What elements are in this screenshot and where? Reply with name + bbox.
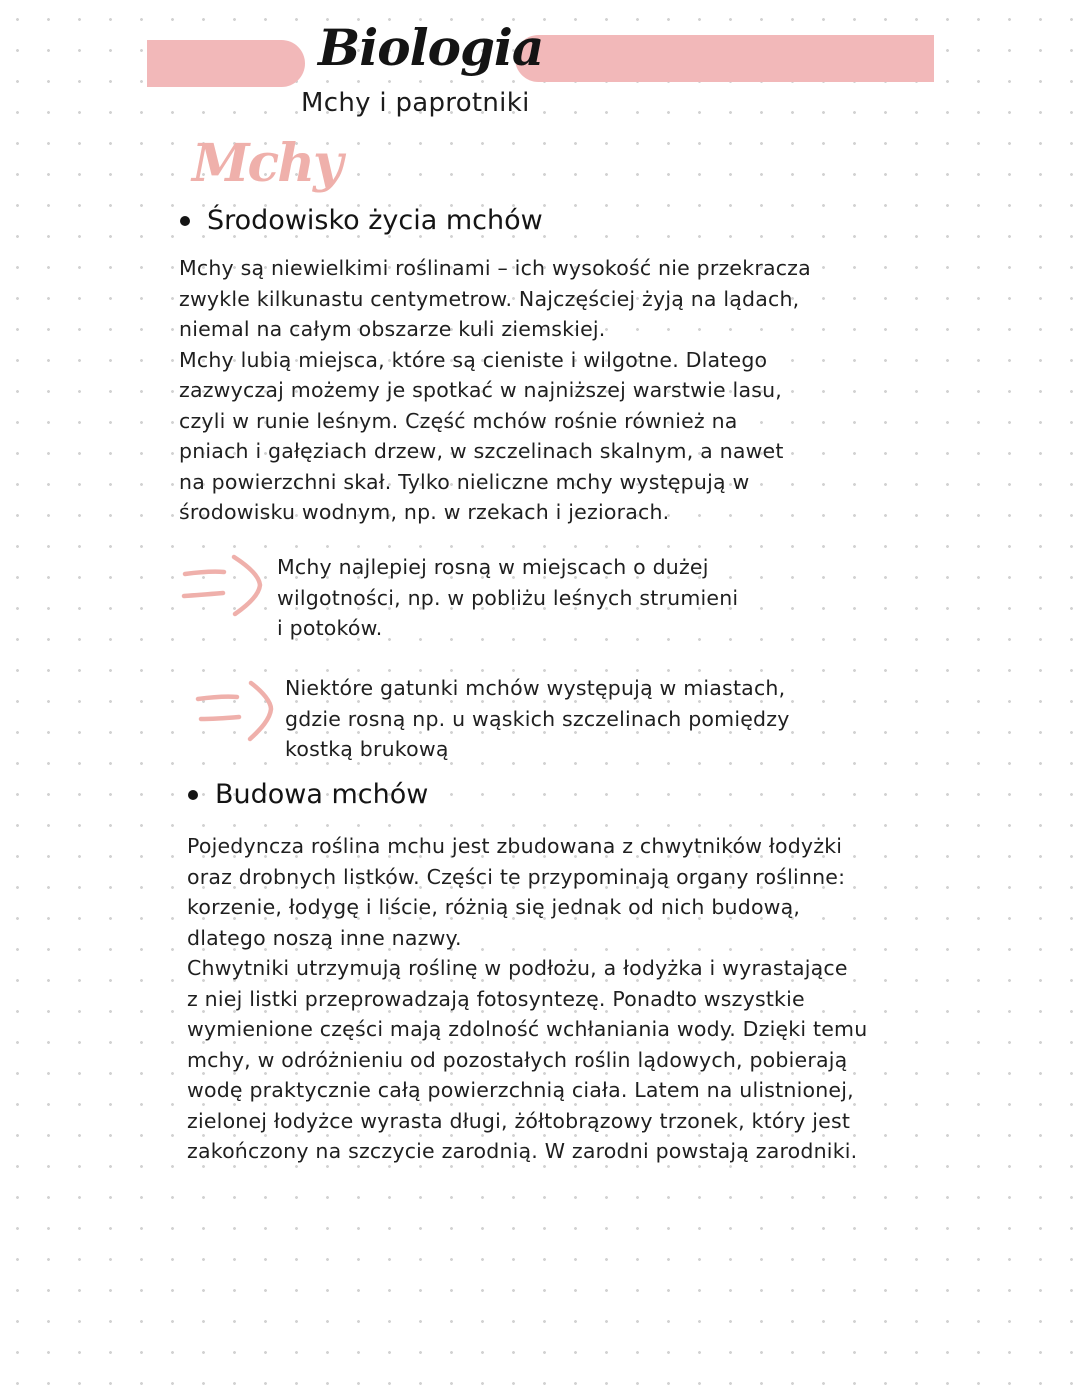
implies-arrow-icon bbox=[180, 552, 266, 618]
paragraph-line: korzenie, łodygę i liście, różnią się jednak od nich budową, bbox=[187, 895, 801, 919]
note-line: wilgotności, np. w pobliżu leśnych strumieni bbox=[277, 585, 739, 610]
paragraph-line: Mchy lubią miejsca, które są cieniste i wilgotne. Dlatego bbox=[179, 347, 768, 372]
structure-heading-text: Budowa mchów bbox=[215, 779, 429, 810]
paragraph-line: Pojedyncza roślina mchu jest zbudowana z chwytników łodyżki bbox=[187, 834, 843, 858]
header-band-right bbox=[515, 35, 934, 82]
header-band-left bbox=[147, 40, 305, 87]
habitat-heading bbox=[180, 205, 543, 236]
paragraph-line: oraz drobnych listków. Części te przypominają organy roślinne: bbox=[187, 864, 846, 889]
paragraph-line: wymienione części mają zdolność wchłaniania wody. Dzięki temu bbox=[187, 1017, 868, 1041]
paragraph-line: Chwytniki utrzymują roślinę w podłożu, a łodyżka i wyrastające bbox=[187, 956, 848, 980]
paragraph-line: zazwyczaj możemy je spotkać w najniższej warstwie lasu, bbox=[179, 378, 783, 402]
note-line: kostką brukową bbox=[285, 737, 449, 761]
structure-paragraph bbox=[187, 831, 867, 1167]
paragraph-line: mchy, w odróżnieniu od pozostałych roślin lądowych, pobierają bbox=[187, 1047, 848, 1072]
paragraph-line: dlatego noszą inne nazwy. bbox=[187, 925, 462, 950]
paragraph-line: niemal na całym obszarze kuli ziemskiej. bbox=[179, 317, 606, 341]
bullet-icon bbox=[180, 216, 190, 226]
habitat-paragraph bbox=[179, 253, 811, 528]
note-line: gdzie rosną np. u wąskich szczelinach pomiędzy bbox=[285, 706, 790, 731]
paragraph-line: zielonej łodyżce wyrasta długi, żółtobrązowy trzonek, który jest bbox=[187, 1108, 851, 1133]
implies-arrow-icon bbox=[193, 677, 279, 743]
note-line: i potoków. bbox=[277, 616, 383, 640]
section-title: Mchy bbox=[192, 133, 342, 194]
paragraph-line: Mchy są niewielkimi roślinami – ich wysokość nie przekracza bbox=[179, 256, 811, 280]
paragraph-line: czyli w runie leśnym. Część mchów rośnie również na bbox=[179, 408, 738, 433]
paragraph-line: środowisku wodnym, np. w rzekach i jeziorach. bbox=[179, 500, 670, 524]
page-subtitle: Mchy i paprotniki bbox=[301, 88, 530, 118]
paragraph-line: zakończony na szczycie zarodnią. W zarodni powstają zarodniki. bbox=[187, 1139, 858, 1163]
note-moisture bbox=[277, 552, 738, 644]
structure-heading bbox=[188, 779, 428, 810]
note-cities bbox=[285, 673, 790, 765]
paragraph-line: na powierzchni skał. Tylko nieliczne mchy występują w bbox=[179, 469, 750, 494]
paragraph-line: pniach i gałęziach drzew, w szczelinach skalnym, a nawet bbox=[179, 439, 784, 463]
paragraph-line: wodę praktycznie całą powierzchnią ciała. Latem na ulistnionej, bbox=[187, 1078, 854, 1102]
paragraph-line: z niej listki przeprowadzają fotosyntezę. Ponadto wszystkie bbox=[187, 986, 805, 1011]
habitat-heading-text: Środowisko życia mchów bbox=[207, 205, 543, 236]
note-line: Mchy najlepiej rosną w miejscach o dużej bbox=[277, 555, 709, 579]
bullet-icon bbox=[188, 790, 198, 800]
paragraph-line: zwykle kilkunastu centymetrow. Najczęściej żyją na lądach, bbox=[179, 286, 800, 311]
page-title: Biologia bbox=[318, 18, 544, 77]
note-line: Niektóre gatunki mchów występują w miastach, bbox=[285, 676, 786, 700]
